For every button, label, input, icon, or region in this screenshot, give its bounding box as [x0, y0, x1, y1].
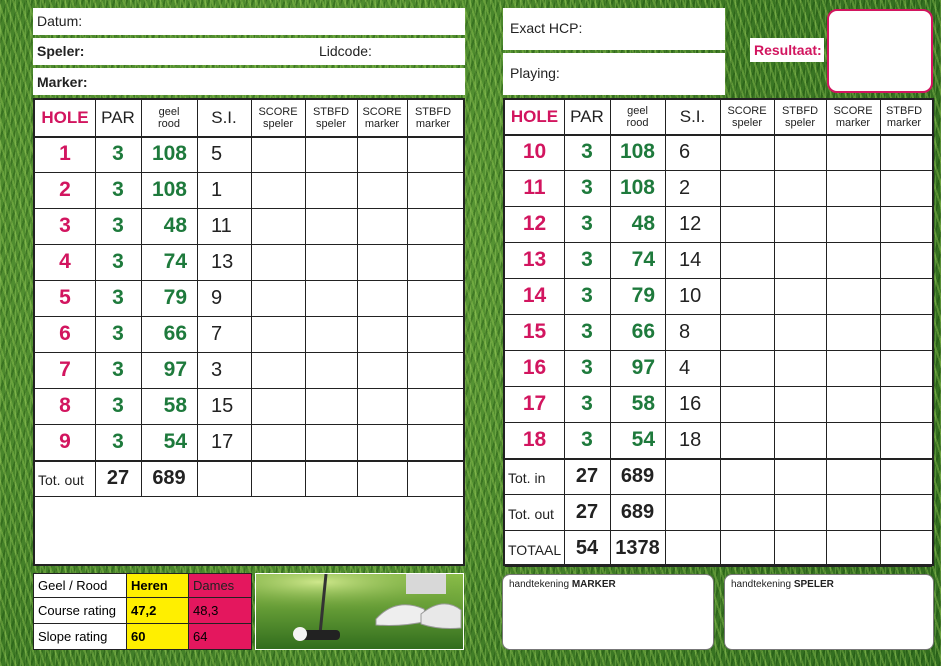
hole-stroke-index: 7 — [211, 322, 223, 345]
hole-stroke-index: 18 — [679, 428, 702, 451]
score-entry-cell[interactable] — [251, 388, 305, 424]
hole-length: 48 — [163, 214, 187, 237]
score-entry-cell[interactable] — [305, 316, 357, 352]
hole-stroke-index: 6 — [679, 140, 691, 163]
score-entry-cell[interactable] — [305, 136, 357, 172]
total-entry-cell[interactable] — [407, 460, 459, 496]
hole-stroke-index: 2 — [679, 176, 691, 199]
col-header-geel-rood-line2: rood — [157, 118, 181, 130]
hole-length: 108 — [151, 142, 187, 165]
score-entry-cell[interactable] — [774, 350, 826, 386]
score-entry-cell[interactable] — [357, 388, 407, 424]
ratings-header-label: Geel / Rood — [33, 573, 127, 598]
score-entry-cell[interactable] — [305, 424, 357, 460]
total-si-cell — [665, 494, 720, 530]
score-entry-cell[interactable] — [251, 244, 305, 280]
score-entry-cell[interactable] — [407, 388, 459, 424]
ratings-table — [33, 573, 252, 650]
hole-length: 48 — [631, 212, 655, 235]
hole-par: 3 — [581, 356, 593, 379]
score-entry-cell[interactable] — [880, 242, 928, 278]
hole-number: 10 — [522, 140, 547, 163]
score-entry-cell[interactable] — [774, 422, 826, 458]
col-header-geel-rood-line1: geel — [627, 105, 648, 117]
col-header-stbfd-speler-line1: STBFD — [781, 105, 819, 117]
total-label: Tot. out — [508, 506, 554, 522]
speler-field[interactable] — [33, 38, 465, 65]
resultaat-label-box — [750, 38, 824, 62]
hole-stroke-index: 11 — [211, 214, 232, 237]
hole-par: 3 — [581, 284, 593, 307]
total-entry-cell[interactable] — [774, 530, 826, 566]
score-entry-cell[interactable] — [880, 350, 928, 386]
score-entry-cell[interactable] — [251, 136, 305, 172]
total-entry-cell[interactable] — [826, 530, 880, 566]
score-entry-cell[interactable] — [826, 422, 880, 458]
hole-length: 108 — [619, 140, 655, 163]
col-header-stbfd-speler — [774, 100, 826, 134]
col-header-score-marker-line1: SCORE — [833, 105, 873, 117]
hole-number: 13 — [522, 248, 547, 271]
total-label: Tot. out — [38, 472, 84, 488]
hole-number: 15 — [522, 320, 547, 343]
score-entry-cell[interactable] — [357, 244, 407, 280]
hole-stroke-index: 14 — [679, 248, 702, 271]
col-header-stbfd-speler — [305, 100, 357, 136]
hole-par: 3 — [581, 392, 593, 415]
hole-length: 66 — [631, 320, 655, 343]
total-entry-cell[interactable] — [305, 460, 357, 496]
col-header-score-marker-line1: SCORE — [362, 106, 402, 118]
score-entry-cell[interactable] — [720, 386, 774, 422]
hole-stroke-index: 10 — [679, 284, 702, 307]
hole-stroke-index: 4 — [679, 356, 691, 379]
score-entry-cell[interactable] — [720, 206, 774, 242]
hole-number: 9 — [59, 430, 71, 453]
col-header-score-speler-line1: SCORE — [258, 106, 298, 118]
score-entry-cell[interactable] — [357, 424, 407, 460]
col-header-geel-rood-line2: rood — [626, 117, 649, 129]
score-entry-cell[interactable] — [305, 352, 357, 388]
total-entry-cell[interactable] — [880, 494, 928, 530]
score-entry-cell[interactable] — [407, 172, 459, 208]
score-entry-cell[interactable] — [251, 424, 305, 460]
score-entry-cell[interactable] — [251, 352, 305, 388]
hole-number: 3 — [59, 214, 71, 237]
total-entry-cell[interactable] — [826, 458, 880, 494]
hole-stroke-index: 13 — [211, 250, 234, 273]
col-header-score-marker-line2: marker — [364, 118, 400, 130]
hole-length: 54 — [163, 430, 187, 453]
score-entry-cell[interactable] — [826, 350, 880, 386]
score-entry-cell[interactable] — [251, 316, 305, 352]
score-entry-cell[interactable] — [720, 350, 774, 386]
score-entry-cell[interactable] — [826, 170, 880, 206]
speler-signature-box[interactable] — [724, 574, 934, 650]
col-header-par: PAR — [101, 108, 135, 127]
score-entry-cell[interactable] — [407, 280, 459, 316]
col-header-geel-rood-line1: geel — [158, 106, 180, 118]
marker-signature-label: handtekening MARKER — [509, 579, 616, 590]
lidcode-label: Lidcode: — [319, 43, 372, 59]
total-length: 1378 — [615, 536, 660, 559]
score-entry-cell[interactable] — [774, 314, 826, 350]
total-par: 27 — [575, 464, 599, 487]
score-entry-cell[interactable] — [774, 386, 826, 422]
hole-length: 74 — [631, 248, 655, 271]
hole-par: 3 — [112, 430, 124, 453]
total-entry-cell[interactable] — [251, 460, 305, 496]
score-entry-cell[interactable] — [305, 172, 357, 208]
total-par: 27 — [106, 466, 130, 489]
row-divider — [35, 496, 463, 497]
score-entry-cell[interactable] — [407, 208, 459, 244]
hole-length: 108 — [619, 176, 655, 199]
score-entry-cell[interactable] — [880, 386, 928, 422]
total-entry-cell[interactable] — [720, 530, 774, 566]
score-entry-cell[interactable] — [880, 206, 928, 242]
hole-par: 3 — [112, 286, 124, 309]
datum-field[interactable] — [33, 8, 465, 35]
hole-par: 3 — [112, 322, 124, 345]
hole-length: 97 — [631, 356, 655, 379]
total-label: Tot. in — [508, 470, 546, 486]
course-rating-label: Course rating — [33, 597, 127, 624]
hole-number: 12 — [522, 212, 547, 235]
hole-stroke-index: 16 — [679, 392, 702, 415]
hole-length: 58 — [163, 394, 187, 417]
hole-number: 5 — [59, 286, 71, 309]
hole-stroke-index: 5 — [211, 142, 223, 165]
score-entry-cell[interactable] — [407, 244, 459, 280]
hole-length: 66 — [163, 322, 187, 345]
col-header-si: S.I. — [679, 107, 706, 126]
datum-label: Datum: — [37, 13, 83, 29]
col-header-par: PAR — [570, 107, 604, 126]
hole-stroke-index: 17 — [211, 430, 234, 453]
hole-number: 18 — [522, 428, 547, 451]
score-entry-cell[interactable] — [826, 386, 880, 422]
hole-stroke-index: 12 — [679, 212, 702, 235]
hole-length: 108 — [151, 178, 187, 201]
hole-par: 3 — [581, 248, 593, 271]
total-si-cell — [665, 458, 720, 494]
col-header-score-speler — [251, 100, 305, 136]
score-entry-cell[interactable] — [357, 172, 407, 208]
score-entry-cell[interactable] — [720, 278, 774, 314]
score-entry-cell[interactable] — [357, 352, 407, 388]
resultaat-label: Resultaat: — [754, 42, 822, 58]
score-entry-cell[interactable] — [357, 316, 407, 352]
score-entry-cell[interactable] — [720, 134, 774, 170]
hole-number: 8 — [59, 394, 71, 417]
score-entry-cell[interactable] — [774, 134, 826, 170]
hole-par: 3 — [581, 320, 593, 343]
hole-number: 2 — [59, 178, 71, 201]
score-entry-cell[interactable] — [774, 242, 826, 278]
score-entry-cell[interactable] — [305, 244, 357, 280]
hole-number: 17 — [522, 392, 547, 415]
total-entry-cell[interactable] — [880, 530, 928, 566]
score-entry-cell[interactable] — [357, 280, 407, 316]
hole-length: 74 — [163, 250, 187, 273]
col-header-score-speler-line1: SCORE — [727, 105, 767, 117]
hole-number: 1 — [59, 142, 71, 165]
hole-stroke-index: 1 — [211, 178, 223, 201]
col-header-stbfd-marker-line2: marker — [415, 118, 451, 130]
score-entry-cell[interactable] — [251, 172, 305, 208]
col-header-geel-rood — [610, 100, 665, 134]
speler-signature-label: handtekening SPELER — [731, 579, 834, 590]
score-entry-cell[interactable] — [774, 170, 826, 206]
score-entry-cell[interactable] — [357, 208, 407, 244]
score-entry-cell[interactable] — [720, 422, 774, 458]
marker-field[interactable] — [33, 68, 465, 95]
total-entry-cell[interactable] — [720, 494, 774, 530]
total-entry-cell[interactable] — [720, 458, 774, 494]
col-header-score-speler-line2: speler — [263, 118, 293, 130]
col-header-stbfd-marker — [880, 100, 928, 134]
col-header-stbfd-speler-line2: speler — [316, 118, 346, 130]
score-entry-cell[interactable] — [407, 424, 459, 460]
resultaat-field[interactable] — [827, 9, 933, 93]
score-entry-cell[interactable] — [251, 280, 305, 316]
total-entry-cell[interactable] — [774, 494, 826, 530]
hole-number: 6 — [59, 322, 71, 345]
score-entry-cell[interactable] — [305, 280, 357, 316]
hole-number: 7 — [59, 358, 71, 381]
total-entry-cell[interactable] — [880, 458, 928, 494]
total-length: 689 — [620, 464, 655, 487]
hole-par: 3 — [112, 358, 124, 381]
score-entry-cell[interactable] — [407, 352, 459, 388]
hole-number: 11 — [523, 176, 546, 199]
col-header-hole: HOLE — [41, 108, 89, 127]
score-entry-cell[interactable] — [826, 242, 880, 278]
front-nine-table — [33, 98, 465, 566]
total-par: 27 — [575, 500, 599, 523]
total-length: 689 — [152, 466, 186, 489]
hole-par: 3 — [112, 142, 124, 165]
hole-par: 3 — [112, 214, 124, 237]
col-header-stbfd-marker-line1: STBFD — [414, 106, 452, 118]
score-entry-cell[interactable] — [826, 206, 880, 242]
hole-par: 3 — [581, 212, 593, 235]
hole-stroke-index: 15 — [211, 394, 234, 417]
score-entry-cell[interactable] — [880, 134, 928, 170]
hole-length: 79 — [163, 286, 187, 309]
score-entry-cell[interactable] — [774, 206, 826, 242]
score-entry-cell[interactable] — [251, 208, 305, 244]
hole-number: 14 — [522, 284, 547, 307]
hole-number: 16 — [522, 356, 547, 379]
back-nine-table — [503, 98, 934, 566]
hole-stroke-index: 9 — [211, 286, 223, 309]
hole-par: 3 — [581, 140, 593, 163]
col-header-stbfd-speler-line2: speler — [785, 117, 815, 129]
hole-number: 4 — [59, 250, 71, 273]
hole-par: 3 — [112, 250, 124, 273]
score-entry-cell[interactable] — [357, 136, 407, 172]
playing-label: Playing: — [510, 65, 560, 81]
marker-label: Marker: — [37, 74, 88, 90]
exact-hcp-label: Exact HCP: — [510, 20, 583, 36]
heren-header: Heren — [126, 573, 189, 598]
score-entry-cell[interactable] — [774, 278, 826, 314]
score-entry-cell[interactable] — [826, 134, 880, 170]
score-entry-cell[interactable] — [720, 170, 774, 206]
score-entry-cell[interactable] — [720, 314, 774, 350]
hole-length: 79 — [631, 284, 655, 307]
hole-length: 97 — [163, 358, 187, 381]
col-header-stbfd-marker-line1: STBFD — [885, 105, 923, 117]
total-si-cell — [197, 460, 251, 496]
col-header-score-speler-line2: speler — [732, 117, 762, 129]
score-entry-cell[interactable] — [880, 170, 928, 206]
exact-hcp-field[interactable] — [503, 8, 725, 50]
total-length: 689 — [620, 500, 655, 523]
row-divider — [505, 566, 932, 567]
hole-length: 58 — [631, 392, 655, 415]
hole-stroke-index: 8 — [679, 320, 691, 343]
total-entry-cell[interactable] — [774, 458, 826, 494]
dames-header: Dames — [188, 573, 252, 598]
score-entry-cell[interactable] — [407, 136, 459, 172]
slope-rating-heren: 60 — [126, 623, 189, 650]
speler-label: Speler: — [37, 43, 85, 59]
score-entry-cell[interactable] — [880, 278, 928, 314]
col-header-stbfd-marker-line2: marker — [886, 117, 922, 129]
total-entry-cell[interactable] — [826, 494, 880, 530]
col-header-si: S.I. — [211, 108, 237, 127]
total-par: 54 — [575, 536, 599, 559]
hole-par: 3 — [112, 178, 124, 201]
col-header-stbfd-marker — [407, 100, 459, 136]
hole-par: 3 — [112, 394, 124, 417]
col-header-score-speler — [720, 100, 774, 134]
score-entry-cell[interactable] — [826, 314, 880, 350]
score-entry-cell[interactable] — [880, 422, 928, 458]
playing-field[interactable] — [503, 53, 725, 95]
course-rating-dames: 48,3 — [188, 597, 252, 624]
col-header-stbfd-speler-line1: STBFD — [312, 106, 350, 118]
hole-stroke-index: 3 — [211, 358, 223, 381]
slope-rating-dames: 64 — [188, 623, 252, 650]
slope-rating-label: Slope rating — [33, 623, 127, 650]
course-rating-heren: 47,2 — [126, 597, 189, 624]
hole-length: 54 — [631, 428, 655, 451]
score-entry-cell[interactable] — [305, 388, 357, 424]
score-entry-cell[interactable] — [305, 208, 357, 244]
total-label: TOTAAL — [508, 542, 562, 558]
golf-putting-photo — [255, 573, 464, 650]
col-header-score-marker — [826, 100, 880, 134]
col-header-score-marker-line2: marker — [835, 117, 871, 129]
score-entry-cell[interactable] — [880, 314, 928, 350]
marker-signature-box[interactable] — [502, 574, 714, 650]
col-header-score-marker — [357, 100, 407, 136]
total-entry-cell[interactable] — [357, 460, 407, 496]
score-entry-cell[interactable] — [407, 316, 459, 352]
score-entry-cell[interactable] — [826, 278, 880, 314]
col-header-hole: HOLE — [510, 107, 559, 126]
hole-par: 3 — [581, 176, 593, 199]
hole-par: 3 — [581, 428, 593, 451]
score-entry-cell[interactable] — [720, 242, 774, 278]
total-si-cell — [665, 530, 720, 566]
col-header-geel-rood — [141, 100, 197, 136]
